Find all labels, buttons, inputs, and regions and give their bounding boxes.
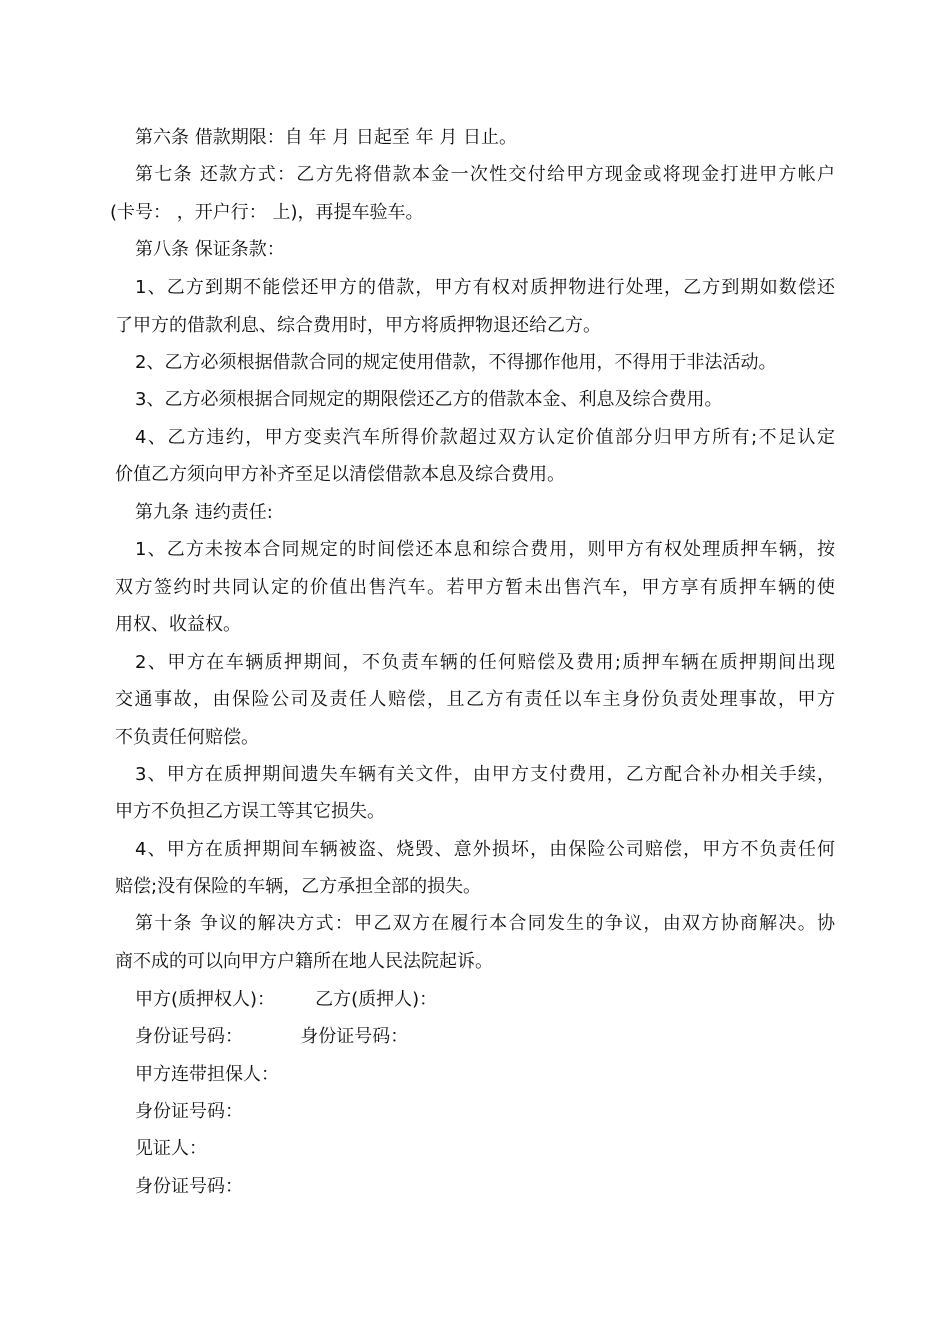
article-9-heading: 第九条 违约责任: bbox=[135, 502, 273, 523]
article-9-item-3-line-1: 3、甲方在质押期间遗失车辆有关文件，由甲方支付费用，乙方配合补办相关手续， bbox=[135, 764, 835, 785]
article-10-line-2: 商不成的可以向甲方户籍所在地人民法院起诉。 bbox=[115, 951, 493, 972]
article-8-item-2: 2、乙方必须根据借款合同的规定使用借款，不得挪作他用，不得用于非法活动。 bbox=[135, 352, 777, 373]
article-7-line-2: (卡号： ，开户行： 上)，再提车验车。 bbox=[110, 202, 424, 223]
witness-id-label: 身份证号码： bbox=[135, 1176, 243, 1197]
guarantor-id-label: 身份证号码： bbox=[135, 1101, 243, 1122]
article-9-item-1-line-1: 1、乙方未按本合同规定的时间偿还本息和综合费用，则甲方有权处理质押车辆，按 bbox=[135, 539, 835, 560]
witness-label: 见证人： bbox=[135, 1138, 207, 1159]
article-9-item-2-line-3: 不负责任何赔偿。 bbox=[115, 727, 259, 748]
article-9-item-1-line-3: 用权、收益权。 bbox=[115, 614, 241, 635]
article-8-item-1-line-1: 1、乙方到期不能偿还甲方的借款，甲方有权对质押物进行处理，乙方到期如数偿还 bbox=[135, 277, 835, 298]
party-signatures: 甲方(质押权人)： 乙方(质押人)： bbox=[135, 989, 438, 1010]
article-10-line-1: 第十条 争议的解决方式：甲乙双方在履行本合同发生的争议，由双方协商解决。协 bbox=[135, 913, 835, 934]
guarantor-label: 甲方连带担保人： bbox=[135, 1064, 279, 1085]
article-9-item-2-line-2: 交通事故，由保险公司及责任人赔偿，且乙方有责任以车主身份负责处理事故，甲方 bbox=[115, 689, 835, 710]
article-9-item-4-line-1: 4、甲方在质押期间车辆被盗、烧毁、意外损坏，由保险公司赔偿，甲方不负责任何 bbox=[135, 839, 835, 860]
article-9-item-3-line-2: 甲方不负担乙方误工等其它损失。 bbox=[115, 801, 385, 822]
article-9-item-4-line-2: 赔偿;没有保险的车辆，乙方承担全部的损失。 bbox=[115, 876, 482, 897]
article-8-item-1-line-2: 了甲方的借款利息、综合费用时，甲方将质押物退还给乙方。 bbox=[115, 315, 601, 336]
article-8-item-4-line-1: 4、乙方违约，甲方变卖汽车所得价款超过双方认定价值部分归甲方所有;不足认定 bbox=[135, 427, 835, 448]
article-7-line-1: 第七条 还款方式：乙方先将借款本金一次性交付给甲方现金或将现金打进甲方帐户 bbox=[135, 164, 835, 185]
article-8-heading: 第八条 保证条款： bbox=[135, 239, 285, 260]
article-6-term: 第六条 借款期限：自 年 月 日起至 年 月 日止。 bbox=[135, 127, 518, 148]
party-id-numbers: 身份证号码： 身份证号码： bbox=[135, 1026, 409, 1047]
article-8-item-3: 3、乙方必须根据合同规定的期限偿还乙方的借款本金、利息及综合费用。 bbox=[135, 389, 723, 410]
article-9-item-2-line-1: 2、甲方在车辆质押期间，不负责车辆的任何赔偿及费用;质押车辆在质押期间出现 bbox=[135, 652, 835, 673]
article-9-item-1-line-2: 双方签约时共同认定的价值出售汽车。若甲方暂未出售汽车，甲方享有质押车辆的使 bbox=[115, 577, 835, 598]
article-8-item-4-line-2: 价值乙方须向甲方补齐至足以清偿借款本息及综合费用。 bbox=[115, 464, 565, 485]
